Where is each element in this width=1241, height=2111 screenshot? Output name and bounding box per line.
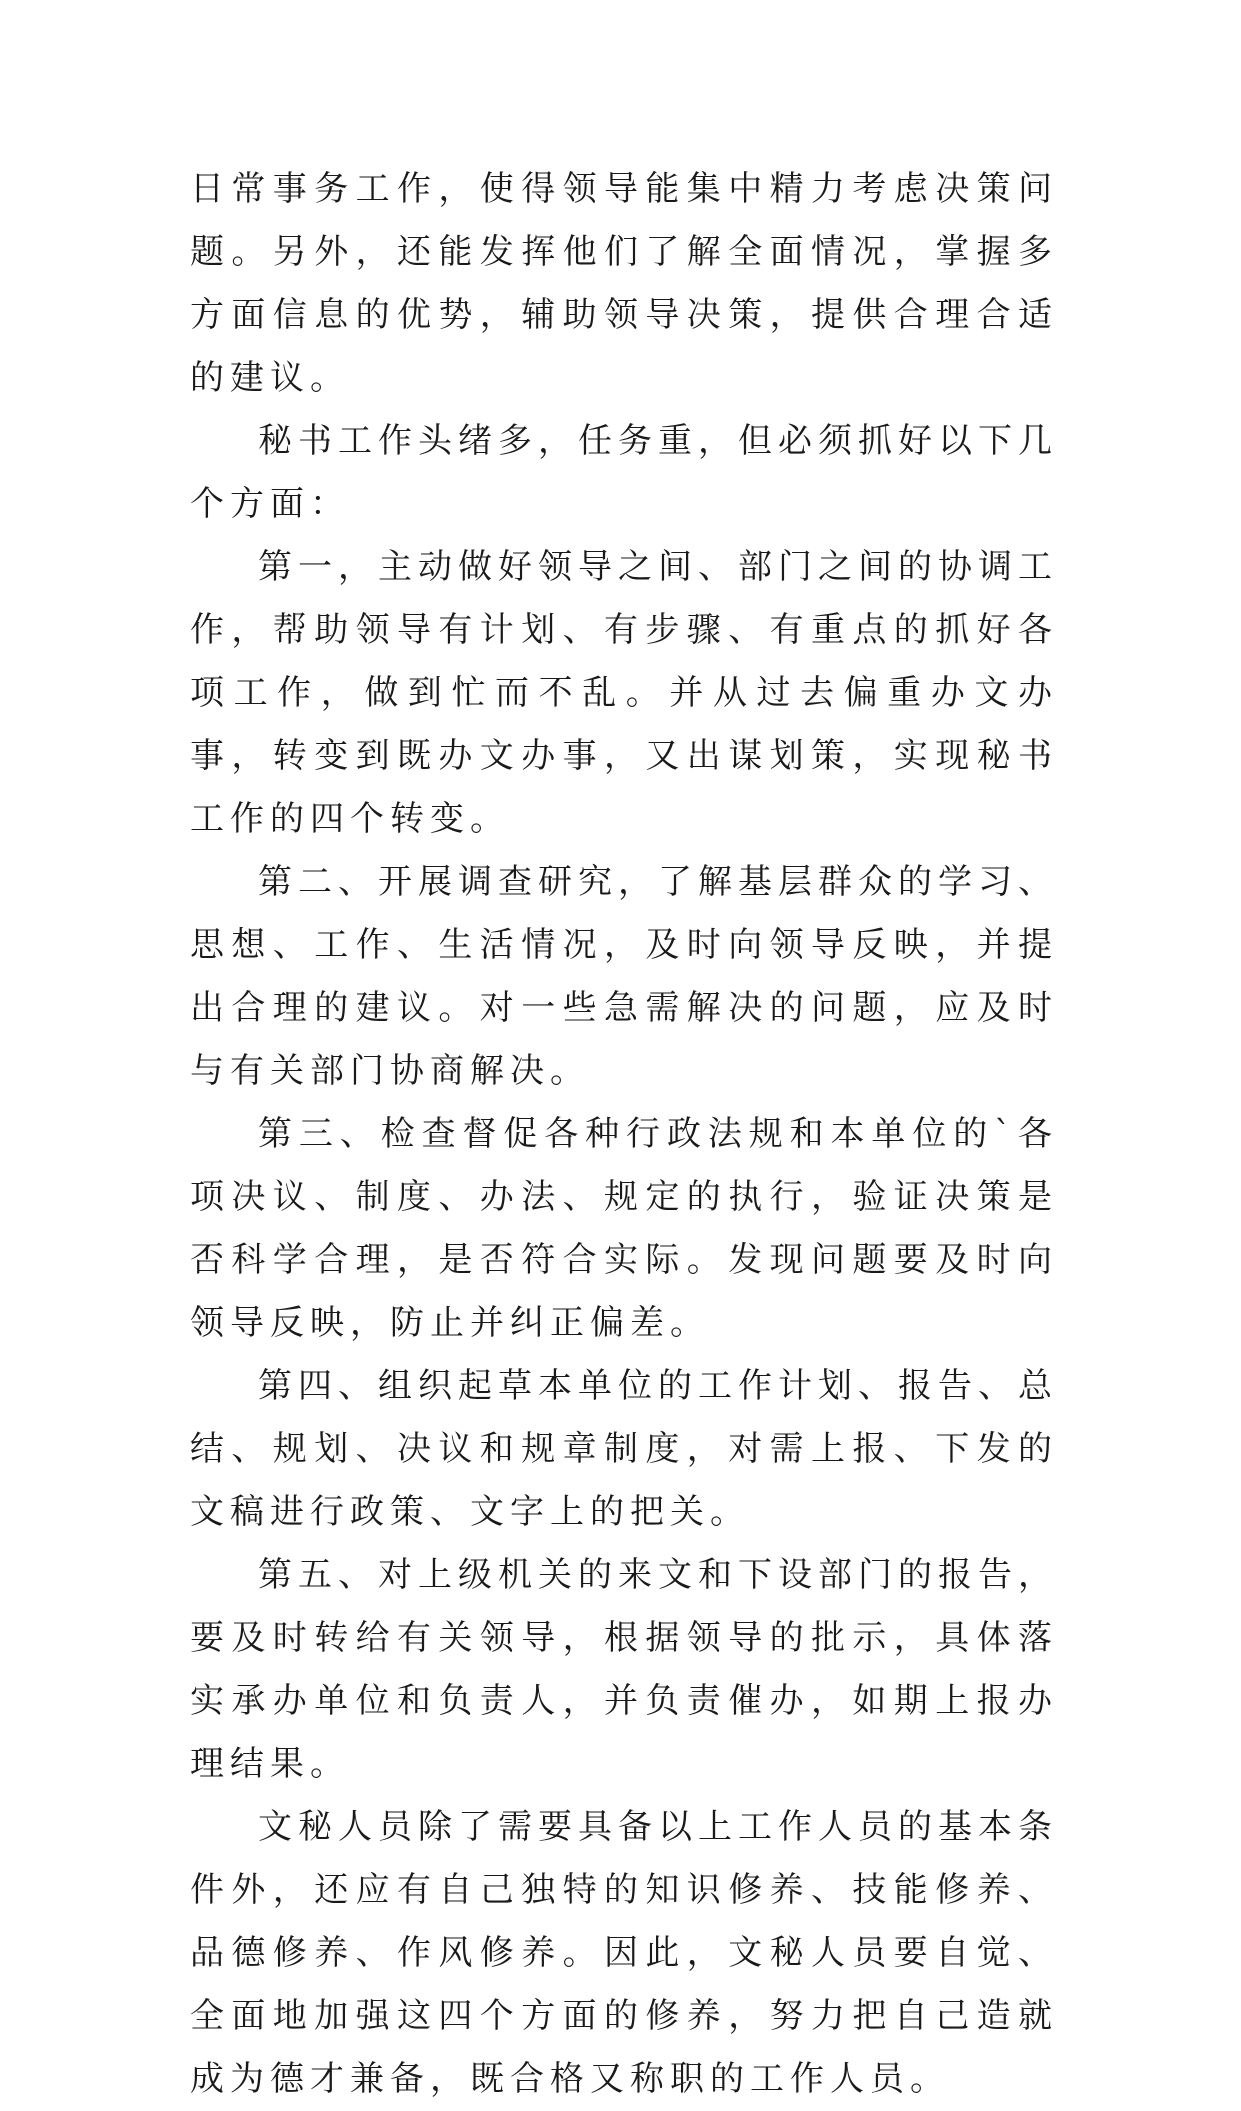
paragraph-point-5: 第五、对上级机关的来文和下设部门的报告，要及时转给有关领导，根据领导的批示，具体落实承办单位和负责人，并负责催办，如期上报办理结果。 [190,1555,1058,1784]
paragraph-point-3: 第三、检查督促各种行政法规和本单位的`各项决议、制度、办法、规定的执行，验证决策是否科学合理，是否符合实际。发现问题要及时向领导反映，防止并纠正偏差。 [190,1114,1058,1343]
paragraph-point-4: 第四、组织起草本单位的工作计划、报告、总结、规划、决议和规章制度，对需上报、下发的文稿进行政策、文字上的把关。 [190,1366,1058,1532]
paragraph-intro: 秘书工作头绪多，任务重，但必须抓好以下几个方面： [190,421,1058,524]
paragraph-point-2: 第二、开展调查研究，了解基层群众的学习、思想、工作、生活情况，及时向领导反映，并提出合理的建议。对一些急需解决的问题，应及时与有关部门协商解决。 [190,862,1058,1091]
paragraph-point-1: 第一，主动做好领导之间、部门之间的协调工作，帮助领导有计划、有步骤、有重点的抓好各项工作，做到忙而不乱。并从过去偏重办文办事，转变到既办文办事，又出谋划策，实现秘书工作的四个转变。 [190,547,1058,839]
paragraph-conclusion: 文秘人员除了需要具备以上工作人员的基本条件外，还应有自己独特的知识修养、技能修养、品德修养、作风修养。因此，文秘人员要自觉、全面地加强这四个方面的修养，努力把自己造就成为德才兼备，既合格又称职的工作人员。 [190,1807,1058,2099]
paragraph-continuation: 日常事务工作，使得领导能集中精力考虑决策问题。另外，还能发挥他们了解全面情况，掌握多方面信息的优势，辅助领导决策，提供合理合适的建议。 [190,169,1058,398]
document-body [190,158,1058,2111]
